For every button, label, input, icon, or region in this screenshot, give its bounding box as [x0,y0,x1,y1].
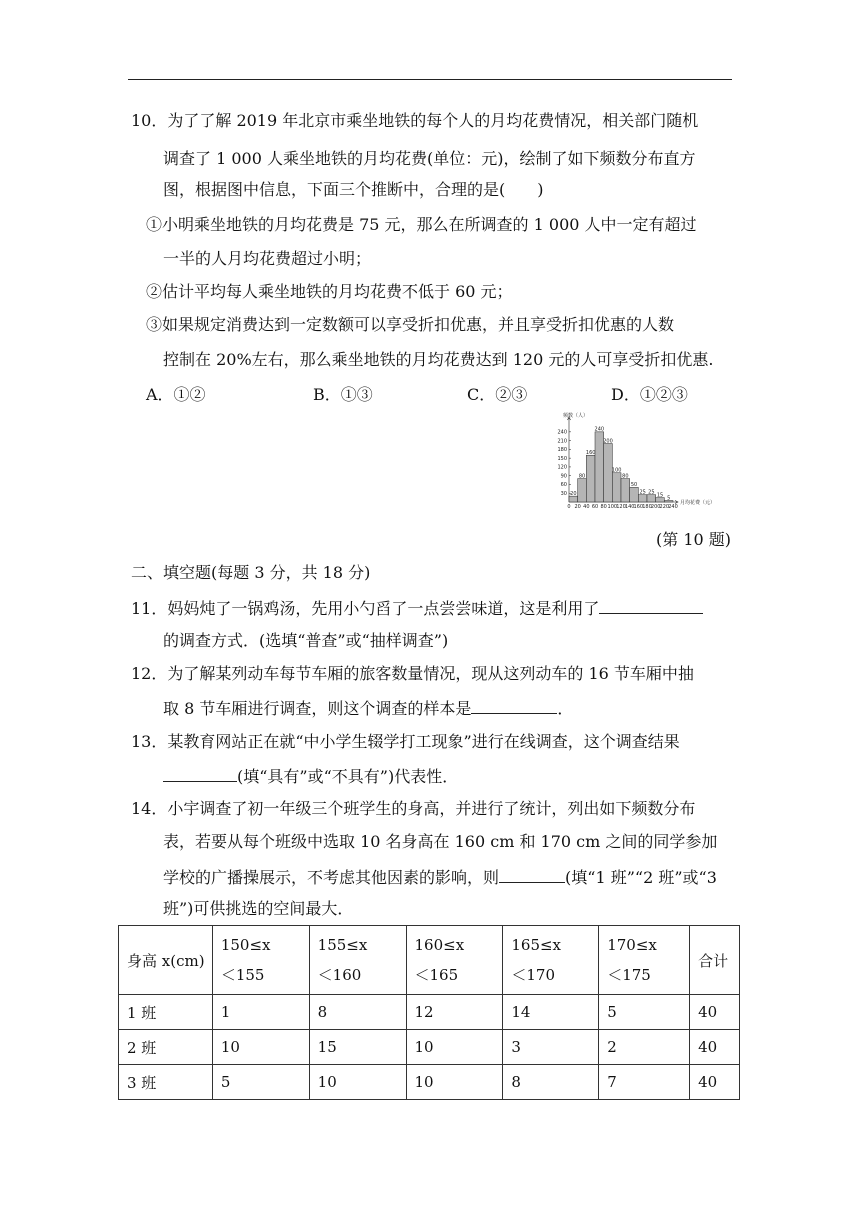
table-cell: 14 [503,995,599,1030]
top-rule [128,79,732,80]
header-col-5-bottom: ＜175 [607,966,651,984]
x-tick-label: 60 [591,504,599,510]
table-cell: 40 [690,1065,740,1100]
table-cell: 3 班 [119,1065,213,1100]
x-tick-label: 120 [616,504,626,510]
q11-line-2: 的调查方式．(选填“普查”或“抽样调查”) [163,631,449,650]
table-cell: 10 [406,1065,503,1100]
table-cell: 8 [503,1065,599,1100]
q10-line-8: 控制在 20%左右，那么乘坐地铁的月均花费达到 120 元的人可享受折扣优惠. [163,350,714,369]
x-tick-label: 0 [567,504,571,510]
section-title: 二、填空题(每题 3 分，共 18 分) [131,563,371,582]
q10-line-3: 图，根据图中信息，下面三个推断中，合理的是( ) [163,180,544,199]
y-tick-label: 210 [557,438,567,445]
table-cell: 10 [212,1030,309,1065]
table-row [119,1030,740,1065]
bar-value-label: 50 [630,482,638,489]
q12-period: ． [557,699,574,718]
table-row [119,1065,740,1100]
bar-value-label: 80 [622,473,629,480]
table-cell: 40 [690,1030,740,1065]
table-cell: 1 班 [119,995,213,1030]
figure-caption: (第 10 题) [656,530,732,549]
table-cell: 8 [309,995,406,1030]
header-total: 合计 [690,926,740,995]
table-cell: 2 [599,1030,690,1065]
table-header-row [119,926,740,995]
table-cell: 40 [690,995,740,1030]
header-col-5-top: 170≤x [607,936,657,954]
header-col-4 [503,926,599,995]
q13-line-2 [163,765,458,787]
header-col-2-bottom: ＜160 [317,966,362,984]
q10-line-1: 10．为了了解 2019 年北京市乘坐地铁的每个人的月均花费情况，相关部门随机 [131,111,699,130]
header-col-3 [406,926,503,995]
header-col-1-bottom: ＜155 [220,966,265,984]
bar-value-label: 25 [639,489,646,496]
table-cell: 5 [599,995,690,1030]
q11-answer-blank[interactable] [599,597,703,614]
histogram-bar [630,487,639,502]
histogram-bar [586,455,595,502]
y-tick-label: 150 [557,455,567,462]
y-tick-label: 240 [557,429,567,436]
option-c: C．②③ [467,385,528,404]
y-tick-label: 60 [560,482,567,489]
table-cell: 10 [406,1030,503,1065]
table-cell: 3 [503,1030,599,1065]
histogram-bar [647,495,656,502]
q14-answer-blank[interactable] [499,866,565,883]
y-tick-label: 90 [560,473,567,480]
q11-text-1: 11．妈妈炖了一锅鸡汤，先用小勺舀了一点尝尝味道，这是利用了 [131,599,600,618]
x-tick-label: 100 [607,504,618,510]
header-col-2-top: 155≤x [317,936,368,954]
q12-line-1: 12．为了解某列动车每节车厢的旅客数量情况，现从这列动车的 16 节车厢中抽 [131,664,694,683]
x-tick-label: 80 [600,504,607,510]
x-axis-title: 月均花费（元） [680,500,716,506]
q10-line-4: ①小明乘坐地铁的月均花费是 75 元，那么在所调查的 1 000 人中一定有超过 [146,215,697,234]
x-tick-label: 140 [624,504,635,510]
table-cell: 2 班 [119,1030,213,1065]
q12-answer-blank[interactable] [471,697,557,714]
q10-line-2: 调查了 1 000 人乘坐地铁的月均花费(单位：元)，绘制了如下频数分布直方 [163,149,696,168]
q14-line-4: 班”)可供挑选的空间最大． [163,899,354,918]
q14-line-3 [163,866,717,888]
histogram-bar [569,496,578,502]
x-tick-label: 160 [633,504,644,510]
table-row [119,995,740,1030]
q10-line-6: ②估计平均每人乘坐地铁的月均花费不低于 60 元； [146,282,513,301]
bar-value-label: 5 [667,495,671,502]
header-height-label: 身高 x(cm) [119,926,213,995]
bar-value-label: 80 [578,473,586,480]
q13-text-2: (填“具有”或“不具有”)代表性． [237,767,459,786]
table-cell: 7 [599,1065,690,1100]
frequency-histogram [545,412,716,516]
y-tick-label: 30 [560,490,567,497]
header-col-3-top: 160≤x [414,936,465,954]
histogram-bar [638,495,647,502]
q13-answer-blank[interactable] [163,765,237,782]
option-b: B．①③ [313,385,373,404]
q14-line-2: 表，若要从每个班级中选取 10 名身高在 160 cm 和 170 cm 之间的同学参加 [163,832,718,851]
q14-text-3: 学校的广播操展示，不考虑其他因素的影响，则 [163,868,500,887]
table-cell: 5 [212,1065,309,1100]
q10-line-7: ③如果规定消费达到一定数额可以享受折扣优惠，并且享受折扣优惠的人数 [146,315,675,334]
table-cell: 15 [309,1030,406,1065]
x-tick-label: 20 [574,504,581,510]
header-col-1 [212,926,309,995]
q13-line-1: 13．某教育网站正在就“中小学生辍学打工现象”进行在线调查，这个调查结果 [131,732,680,751]
header-col-4-top: 165≤x [511,936,562,954]
bar-value-label: 15 [656,492,664,499]
option-a: A．①② [146,385,206,404]
header-col-2 [309,926,406,995]
y-axis-title: 频数（人） [563,413,589,419]
y-tick-label: 180 [557,447,567,454]
bar-value-label: 20 [570,490,577,497]
option-d: D．①②③ [611,385,688,404]
q10-line-5: 一半的人月均花费超过小明； [163,249,372,268]
bar-value-label: 25 [648,489,655,496]
q11-line-1 [131,597,703,619]
x-tick-label: 40 [583,504,590,510]
header-col-5 [599,926,690,995]
table-cell: 10 [309,1065,406,1100]
header-col-1-top: 150≤x [220,936,271,954]
y-tick-label: 120 [557,464,567,471]
histogram-bar [578,479,587,502]
x-tick-label: 200 [650,504,661,510]
x-tick-label: 220 [659,504,670,510]
header-col-4-bottom: ＜170 [511,966,555,984]
q12-line-2 [163,697,573,719]
table-cell: 12 [406,995,503,1030]
bar-value-label: 240 [594,426,605,433]
histogram-bar [612,473,621,502]
histogram-bar [621,479,630,502]
bar-value-label: 100 [611,467,622,474]
x-tick-label: 180 [642,504,652,510]
frequency-table [118,925,740,1100]
x-tick-label: 240 [668,504,678,510]
q12-text-2: 取 8 节车厢进行调查，则这个调查的样本是 [163,699,472,718]
table-cell: 1 [212,995,309,1030]
q14-line-1: 14．小宇调查了初一年级三个班学生的身高，并进行了统计，列出如下频数分布 [131,799,696,818]
bar-value-label: 200 [603,438,613,445]
header-col-3-bottom: ＜165 [414,966,459,984]
bar-value-label: 160 [585,450,596,457]
q14-text-3b: (填“1 班”“2 班”或“3 [565,868,717,887]
